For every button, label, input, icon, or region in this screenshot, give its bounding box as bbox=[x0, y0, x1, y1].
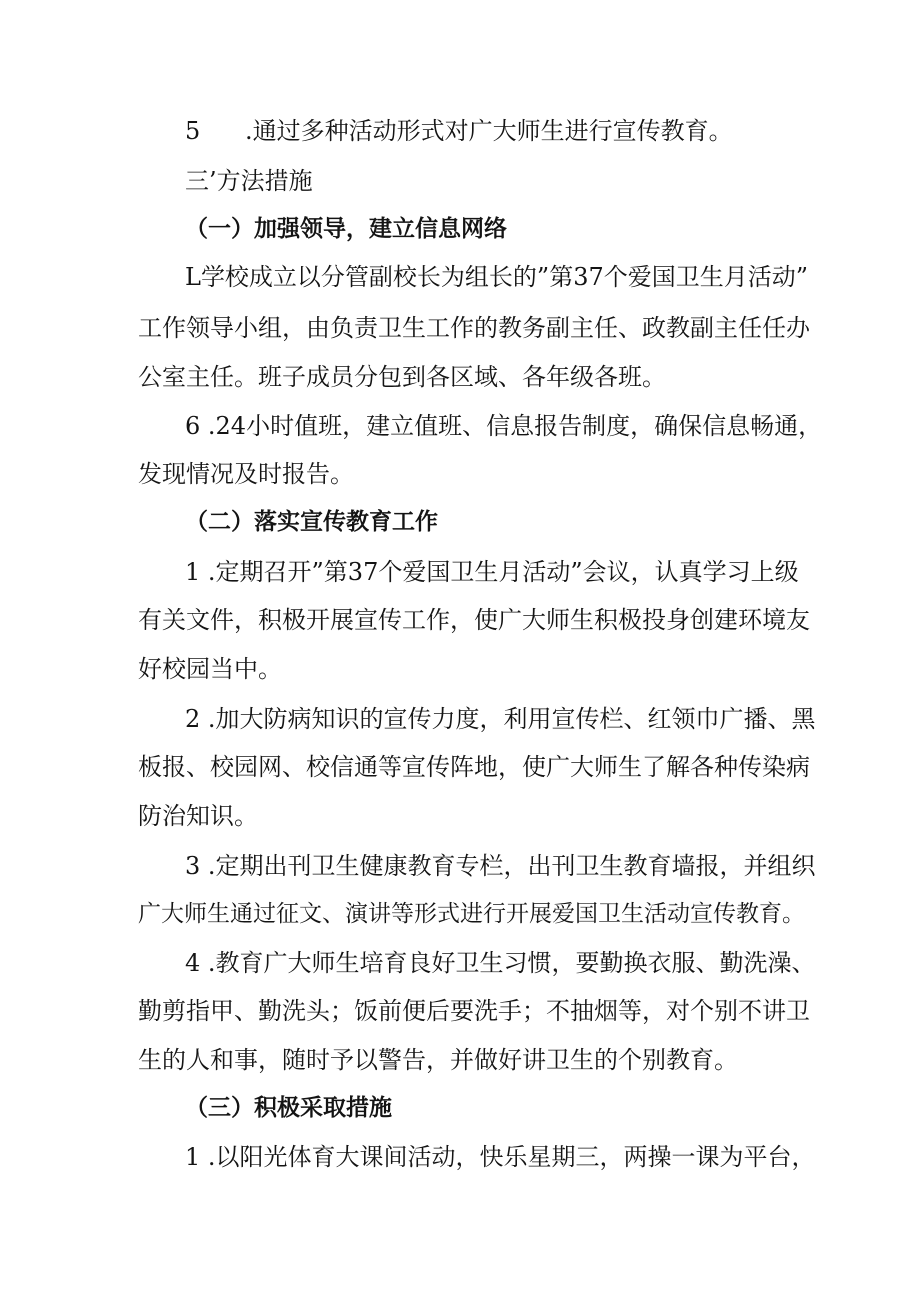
sub2-item2-line3: 防治知识。 bbox=[138, 802, 258, 830]
sub2-item3-line2: 广大师生通过征文、演讲等形式进行开展爱国卫生活动宣传教育。 bbox=[138, 901, 805, 927]
sub2-item4-line3: 生的人和事，随时予以警告，并做好讲卫生的个别教育。 bbox=[138, 1046, 738, 1074]
sub2-item4-line2 bbox=[138, 996, 810, 1026]
sub2-item2-line1: 2 .加大防病知识的宣传力度，利用宣传栏、红领巾广播、黑 bbox=[185, 705, 816, 733]
sub2-item4-line1: 4 .教育广大师生培育良好卫生习惯，要勤换衣服、勤洗澡、 bbox=[185, 949, 816, 977]
sub1-para1-line2 bbox=[138, 313, 810, 343]
sub3-item1-line1: 1 .以阳光体育大课间活动，快乐星期三，两操一课为平台， bbox=[185, 1143, 816, 1171]
sub2-item2-line2-text: 板报、校园网、校信通等宣传阵地，使广大师生了解各种传染病 bbox=[138, 753, 810, 781]
section-3-title: 三’方法措施 bbox=[185, 167, 313, 195]
subsection-2-heading: （二）落实宣传教育工作 bbox=[185, 509, 438, 535]
item-5-text: .通过多种活动形式对广大师生进行宣传教育。 bbox=[245, 117, 733, 145]
sub1-para2-line2: 发现情况及时报告。 bbox=[138, 460, 354, 488]
sub2-item1-line2 bbox=[138, 605, 810, 635]
subsection-1-heading: （一）加强领导，建立信息网络 bbox=[185, 216, 507, 242]
sub1-para1-line1: L学校成立以分管副校长为组长的”第37个爱国卫生月活动” bbox=[185, 263, 809, 291]
item-5-number: 5 bbox=[185, 117, 201, 145]
sub2-item1-line2-text: 有关文件，积极开展宣传工作，使广大师生积极投身创建环境友 bbox=[138, 606, 810, 634]
sub1-para2-line1: 6 .24小时值班，建立值班、信息报告制度，确保信息畅通， bbox=[185, 412, 823, 440]
sub2-item1-line3: 好校园当中。 bbox=[138, 655, 282, 683]
sub2-item3-line1: 3 .定期出刊卫生健康教育专栏，出刊卫生教育墙报，并组织 bbox=[185, 852, 816, 880]
sub1-para1-line3: 公室主任。班子成员分包到各区域、各年级各班。 bbox=[138, 363, 666, 391]
sub1-para1-line2-text: 工作领导小组，由负责卫生工作的教务副主任、政教副主任任办 bbox=[138, 314, 810, 342]
sub2-item4-line2-text: 勤剪指甲、勤洗头；饭前便后要洗手；不抽烟等，对个别不讲卫 bbox=[138, 997, 810, 1025]
sub2-item2-line2 bbox=[138, 752, 810, 782]
sub2-item1-line1: 1 .定期召开”第37个爱国卫生月活动”会议，认真学习上级 bbox=[185, 558, 799, 586]
subsection-3-heading: （三）积极采取措施 bbox=[185, 1095, 392, 1121]
